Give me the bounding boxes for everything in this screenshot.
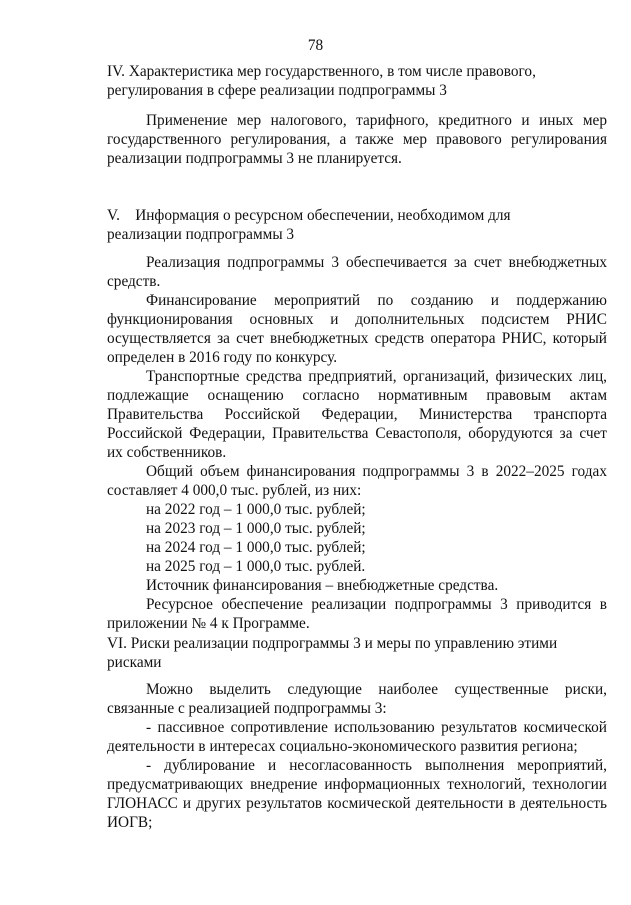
section-v xyxy=(107,206,607,244)
section-vi-title-line-1: VI. Риски реализации подпрограммы 3 и меры по управлению этими xyxy=(107,635,558,652)
section-vi-body xyxy=(107,680,607,832)
funding-year-item: на 2024 год – 1 000,0 тыс. рублей; xyxy=(146,539,366,556)
funding-year-item: на 2022 год – 1 000,0 тыс. рублей; xyxy=(146,501,366,518)
section-vi xyxy=(107,634,607,672)
section-v-paragraph-2: Финансирование мероприятий по созданию и поддержанию функционирования основных и дополнительных подсистем РНИС осуществляется за счет внебюджетных средств оператора РНИС, который определен в 2016 году по конкурсу. xyxy=(107,292,607,366)
page-number: 78 xyxy=(307,37,324,54)
funding-year-item: на 2023 год – 1 000,0 тыс. рублей; xyxy=(146,520,366,537)
section-v-title-line-2: реализации подпрограммы 3 xyxy=(107,226,295,243)
funding-year-item: на 2025 год – 1 000,0 тыс. рублей. xyxy=(146,558,366,575)
section-v-paragraph-1: Реализация подпрограммы 3 обеспечивается за счет внебюджетных средств. xyxy=(107,254,607,290)
funding-years-list xyxy=(107,500,607,576)
section-v-paragraph-3: Транспортные средства предприятий, организаций, физических лиц, подлежащие оснащению согласно нормативным правовым актам Правительства Российской Федерации, Министерства транспорта Российской Федерации, Правительства Севастополя, оборудуются за счет их собственников. xyxy=(107,368,607,461)
section-iv-paragraph: Применение мер налогового, тарифного, кредитного и иных мер государственного регулирования, а также мер правового регулирования реализации подпрограммы 3 не планируется. xyxy=(107,112,607,167)
section-iv-body xyxy=(107,111,607,168)
section-vi-title-line-2: рисками xyxy=(107,654,162,671)
section-iv-title-line-2: регулирования в сфере реализации подпрограммы 3 xyxy=(107,82,447,99)
section-v-paragraph-6: Ресурсное обеспечение реализации подпрограммы 3 приводится в приложении № 4 к Программе. xyxy=(107,596,607,632)
section-vi-paragraph-1: Можно выделить следующие наиболее существенные риски, связанные с реализацией подпрограммы 3: xyxy=(107,681,607,717)
section-v-paragraph-5: Источник финансирования – внебюджетные средства. xyxy=(146,577,499,594)
section-v-body xyxy=(107,253,607,633)
section-v-title-line-1: V. Информация о ресурсном обеспечении, необходимом для xyxy=(107,207,511,224)
section-v-paragraph-4: Общий объем финансирования подпрограммы 3 в 2022–2025 годах составляет 4 000,0 тыс. рублей, из них: xyxy=(107,463,607,499)
section-iv xyxy=(107,62,607,100)
risk-item: - пассивное сопротивление использованию результатов космической деятельности в интересах социально-экономического развития региона; xyxy=(107,719,607,755)
risk-item: - дублирование и несогласованность выполнения мероприятий, предусматривающих внедрение информационных технологий, технологии ГЛОНАСС и других результатов космической деятельности в деятельность ИОГВ; xyxy=(107,757,607,831)
section-iv-title-line-1: IV. Характеристика мер государственного, в том числе правового, xyxy=(107,63,536,80)
